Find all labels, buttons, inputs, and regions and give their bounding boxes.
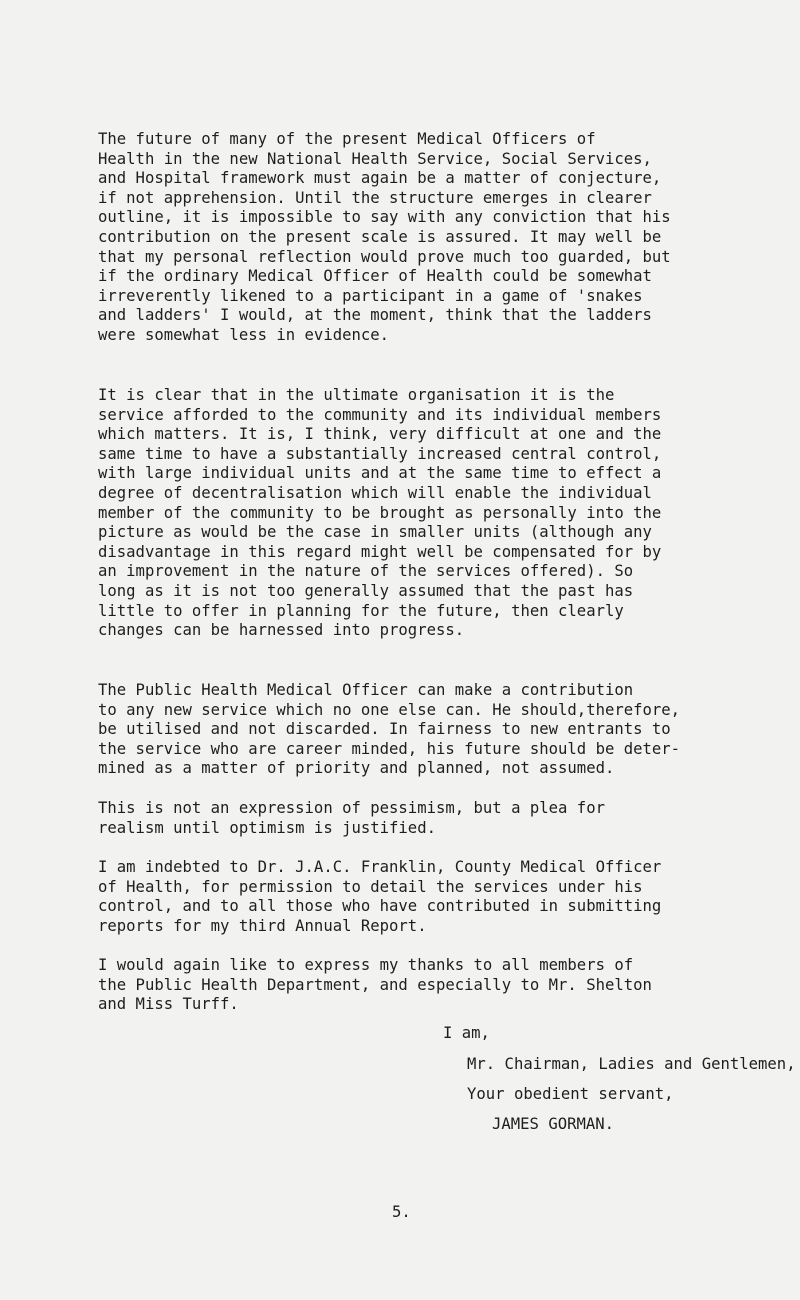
text-line: I would again like to express my thanks to all members of — [98, 956, 634, 974]
text-line: the Public Health Department, and especially to Mr. Shelton — [98, 975, 652, 994]
closing-salutation: Mr. Chairman, Ladies and Gentlemen, — [467, 1055, 796, 1073]
text-line: if the ordinary Medical Officer of Health could be somewhat — [98, 267, 652, 286]
paragraph-public-health-moh — [98, 681, 798, 779]
text-line: degree of decentralisation which will enable the individual — [98, 483, 652, 502]
text-line: and Hospital framework must again be a matter of conjecture, — [98, 169, 662, 188]
text-line: little to offer in planning for the future, then clearly — [98, 601, 624, 620]
text-line: I am indebted to Dr. J.A.C. Franklin, County Medical Officer — [98, 858, 662, 876]
text-line: same time to have a substantially increased central control, — [98, 444, 662, 463]
text-line: be utilised and not discarded. In fairness to new entrants to — [98, 720, 671, 739]
text-line: changes can be harnessed into progress. — [98, 621, 465, 640]
text-line: the service who are career minded, his future should be deter- — [98, 739, 681, 758]
text-line: The future of many of the present Medical Officers of — [98, 130, 596, 148]
paragraph-realism — [98, 799, 798, 838]
paragraph-acknowledgement — [98, 858, 798, 936]
text-line: This is not an expression of pessimism, but a plea for — [98, 799, 605, 817]
text-line: Health in the new National Health Service, Social Services, — [98, 149, 652, 168]
page-number: 5. — [392, 1203, 411, 1221]
text-line: contribution on the present scale is assured. It may well be — [98, 227, 662, 246]
text-line: control, and to all those who have contributed in submitting — [98, 897, 662, 916]
text-line: if not apprehension. Until the structure emerges in clearer — [98, 188, 652, 207]
text-line: It is clear that in the ultimate organisation it is the — [98, 386, 615, 404]
text-line: member of the community to be brought as personally into the — [98, 503, 662, 522]
text-line: disadvantage in this regard might well be compensated for by — [98, 542, 662, 561]
text-line: that my personal reflection would prove much too guarded, but — [98, 247, 671, 266]
text-line: and ladders' I would, at the moment, think that the ladders — [98, 306, 652, 325]
text-line: realism until optimism is justified. — [98, 818, 436, 837]
text-line: with large individual units and at the same time to effect a — [98, 464, 662, 483]
text-line: irreverently likened to a participant in a game of 'snakes — [98, 286, 643, 305]
text-line: and Miss Turff. — [98, 995, 239, 1014]
text-line: The Public Health Medical Officer can make a contribution — [98, 681, 634, 699]
text-line: were somewhat less in evidence. — [98, 325, 390, 344]
closing-i-am: I am, — [443, 1024, 490, 1042]
text-line: mined as a matter of priority and planned, not assumed. — [98, 759, 615, 778]
text-line: long as it is not too generally assumed that the past has — [98, 581, 634, 600]
paragraph-organisation — [98, 386, 798, 641]
text-line: outline, it is impossible to say with any conviction that his — [98, 208, 671, 227]
text-line: which matters. It is, I think, very difficult at one and the — [98, 425, 662, 444]
text-line: service afforded to the community and its individual members — [98, 405, 662, 424]
signature-name: JAMES GORMAN. — [492, 1115, 615, 1133]
text-line: picture as would be the case in smaller units (although any — [98, 523, 652, 542]
text-line: of Health, for permission to detail the services under his — [98, 877, 643, 896]
text-line: an improvement in the nature of the services offered). So — [98, 562, 634, 581]
text-line: reports for my third Annual Report. — [98, 916, 427, 935]
paragraph-thanks — [98, 956, 798, 1015]
paragraph-future-of-moh — [98, 130, 798, 346]
closing-sign-off: Your obedient servant, — [467, 1085, 674, 1103]
text-line: to any new service which no one else can. He should,therefore, — [98, 700, 681, 719]
